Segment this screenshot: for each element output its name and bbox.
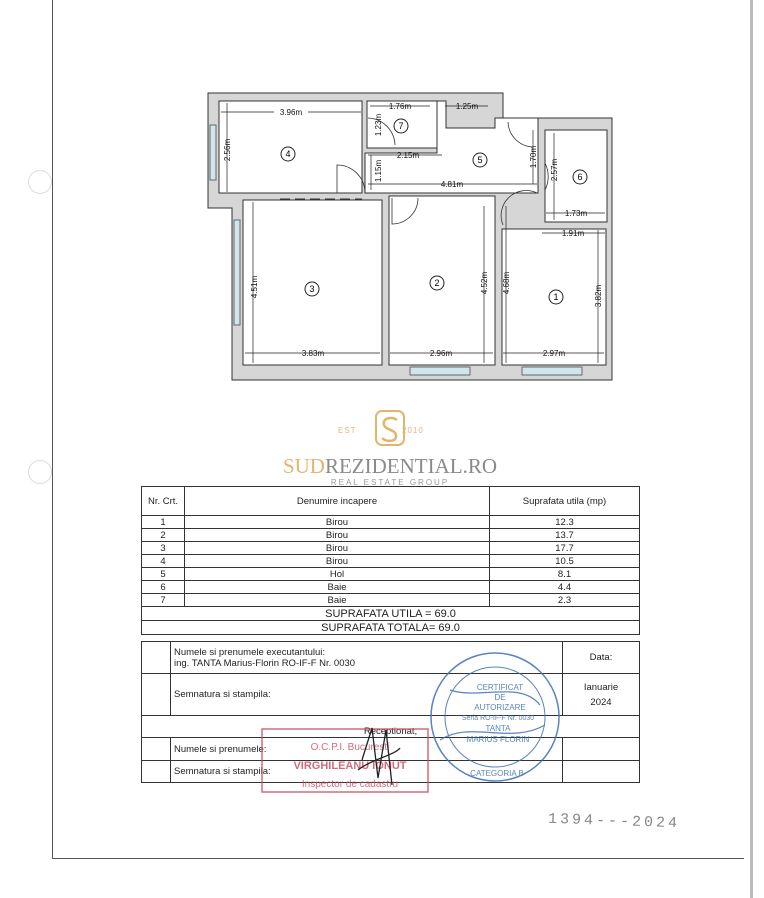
svg-text:2.56m: 2.56m [223, 138, 232, 162]
svg-text:O.C.P.I. Bucuresti: O.C.P.I. Bucuresti [310, 742, 390, 753]
svg-text:4.68m: 4.68m [502, 271, 511, 295]
svg-text:3: 3 [309, 284, 315, 294]
svg-text:7: 7 [398, 121, 404, 131]
svg-text:Seria RO-IF-F Nr. 0030: Seria RO-IF-F Nr. 0030 [461, 715, 535, 722]
svg-text:3.83m: 3.83m [301, 349, 325, 358]
svg-text:6: 6 [577, 172, 583, 182]
svg-text:2.96m: 2.96m [429, 349, 453, 358]
svg-text:TANTA: TANTA [485, 724, 511, 733]
svg-text:1.23m: 1.23m [374, 113, 383, 137]
svg-text:1.70m: 1.70m [529, 145, 538, 169]
table-row: 1 Birou 12.3 [142, 516, 640, 529]
svg-text:1.25m: 1.25m [455, 102, 479, 111]
window [522, 367, 582, 375]
svg-text:4.52m: 4.52m [480, 271, 489, 295]
svg-text:Inspector de cadastru: Inspector de cadastru [301, 779, 399, 790]
svg-text:CATEGORIA B: CATEGORIA B [470, 769, 524, 778]
page-border-bottom [52, 858, 744, 859]
svg-text:4.81m: 4.81m [440, 180, 464, 189]
svg-text:CERTIFICAT: CERTIFICAT [476, 683, 524, 692]
table-row: 5 Hol 8.1 [142, 568, 640, 581]
svg-text:4.51m: 4.51m [250, 275, 259, 299]
svg-text:1: 1 [553, 292, 559, 302]
table-row: 3 Birou 17.7 [142, 542, 640, 555]
svg-text:VIRGHILEANU IONUT: VIRGHILEANU IONUT [293, 760, 407, 772]
table-row: 6 Baie 4.4 [142, 581, 640, 594]
svg-text:2.57m: 2.57m [550, 158, 559, 182]
svg-text:2.97m: 2.97m [542, 349, 566, 358]
svg-text:5: 5 [477, 155, 483, 165]
svg-text:4: 4 [285, 149, 291, 159]
signatures-table: Numele si prenumele executantului: ing. TANTA Marius-Florin RO-IF-F Nr. 0030 Data: Semnatura si stampila: Ianuarie 2024 Receptionat, Numele si prenumele: Semnatura si stampila: [141, 641, 640, 783]
table-row: 2 Birou 13.7 [142, 529, 640, 542]
svg-text:DE: DE [494, 693, 506, 702]
svg-text:3.82m: 3.82m [594, 284, 603, 308]
registration-number: 1394---2024 [547, 810, 681, 833]
table-row: 7 Baie 2.3 [142, 594, 640, 607]
svg-text:3.96m: 3.96m [279, 108, 303, 117]
svg-text:1.73m: 1.73m [564, 209, 588, 218]
svg-text:MARIUS FLORIN: MARIUS FLORIN [466, 735, 530, 744]
window [234, 220, 240, 325]
svg-text:AUTORIZARE: AUTORIZARE [474, 703, 526, 712]
svg-text:1.15m: 1.15m [374, 159, 383, 183]
table-row: 4 Birou 10.5 [142, 555, 640, 568]
logo-s-icon [280, 408, 500, 458]
total-useful-area: SUPRAFATA UTILA = 69.0 [142, 607, 640, 621]
window [210, 125, 216, 180]
svg-text:1.76m: 1.76m [388, 102, 412, 111]
rooms-table: Nr. Crt. Denumire incapere Suprafata utila (mp) 1 Birou 12.3 2 Birou 13.7 3 Birou 17.7 4 Birou 10.5 5 Hol 8.1 6 Baie 4.4 7 Baie 2.3 SUPRAFATA UTILA = 69.0 SUPRAFATA TOTALA= 69.0 [141, 486, 640, 635]
floor-plan [0, 0, 764, 400]
punch-hole [28, 460, 52, 484]
window [410, 367, 470, 375]
svg-text:1.91m: 1.91m [561, 229, 585, 238]
svg-text:2.15m: 2.15m [396, 151, 420, 160]
svg-text:2: 2 [434, 278, 440, 288]
total-area: SUPRAFATA TOTALA= 69.0 [142, 621, 640, 635]
